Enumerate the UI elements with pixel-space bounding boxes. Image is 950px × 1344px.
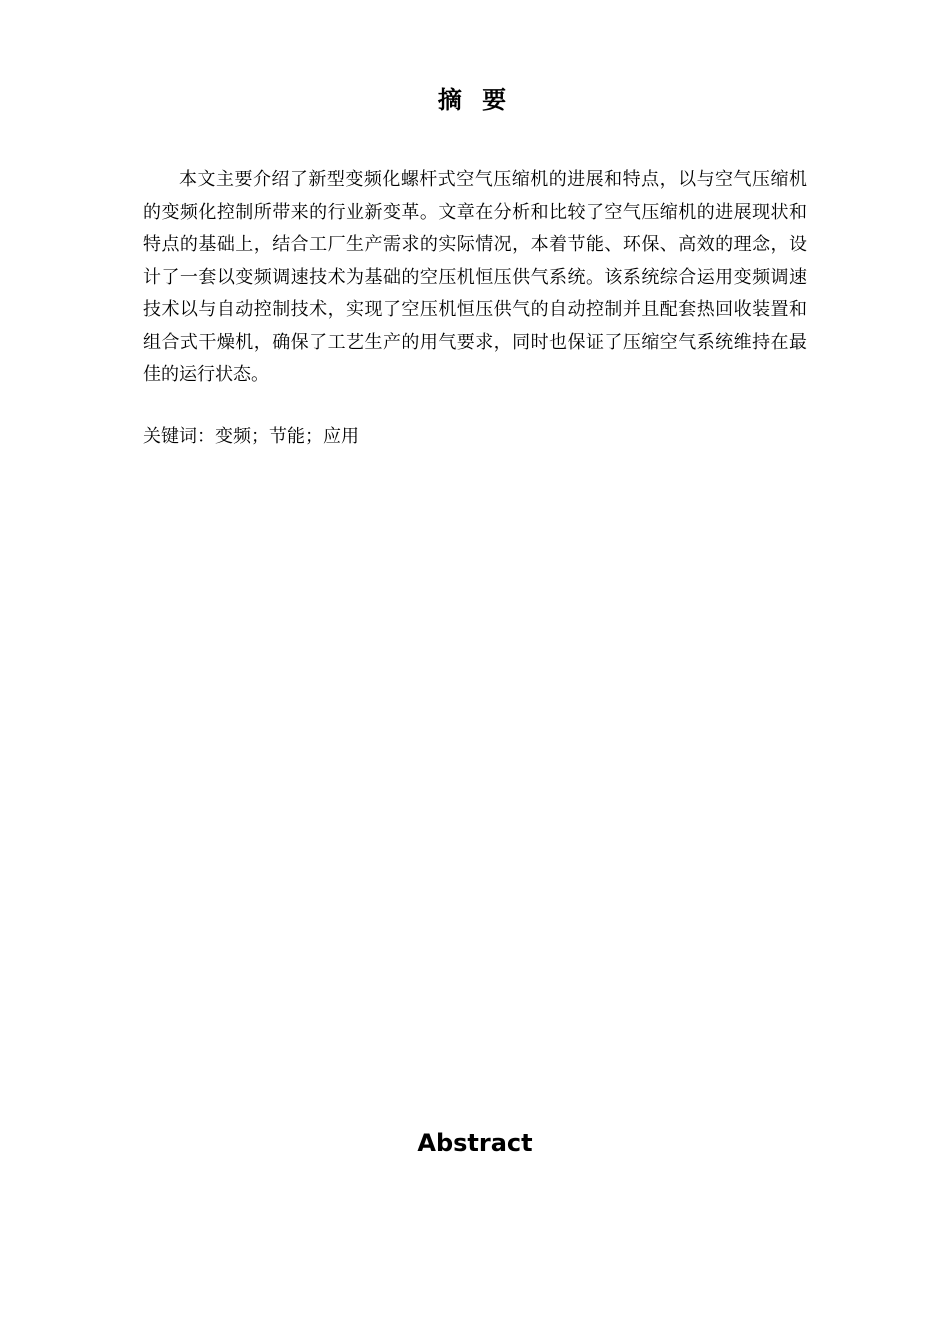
english-abstract-title: Abstract: [417, 1129, 533, 1157]
chinese-keywords: 关键词：变频；节能；应用: [143, 426, 359, 447]
chinese-abstract-body: 本文主要介绍了新型变频化螺杆式空气压缩机的进展和特点，以与空气压缩机的变频化控制所带来的行业新变革。文章在分析和比较了空气压缩机的进展现状和特点的基础上，结合工厂生产需求的实际情况，本着节能、环保、高效的理念，设计了一套以变频调速技术为基础的空压机恒压供气系统。该系统综合运用变频调速技术以与自动控制技术，实现了空压机恒压供气的自动控制并且配套热回收装置和组合式干燥机，确保了工艺生产的用气要求，同时也保证了压缩空气系统维持在最佳的运行状态。: [143, 169, 807, 385]
chinese-abstract-title: 摘 要: [437, 86, 513, 114]
